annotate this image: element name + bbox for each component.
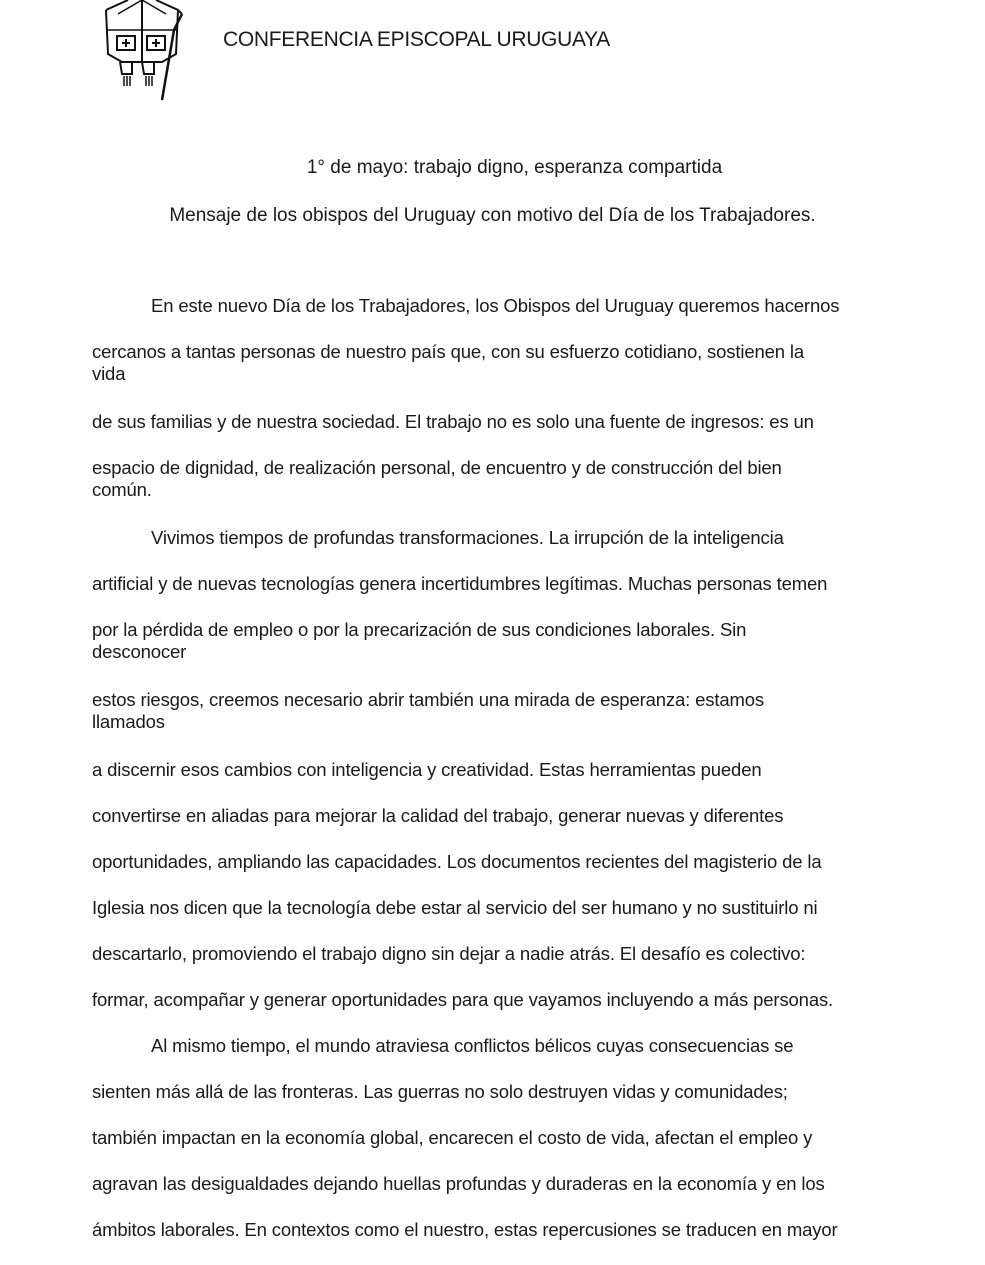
paragraph-line: En este nuevo Día de los Trabajadores, los Obispos del Uruguay queremos hacernos: [151, 295, 840, 316]
paragraph-line: espacio de dignidad, de realización personal, de encuentro y de construcción del bien común.: [92, 457, 782, 500]
paragraph-line: Iglesia nos dicen que la tecnología debe estar al servicio del ser humano y no sustituirlo ni: [92, 897, 818, 918]
bishop-mitre-logo-icon: [98, 0, 190, 102]
document-body: [92, 295, 902, 1265]
paragraph-line: Vivimos tiempos de profundas transformaciones. La irrupción de la inteligencia: [151, 527, 784, 548]
paragraph-line: sienten más allá de las fronteras. Las guerras no solo destruyen vidas y comunidades;: [92, 1081, 788, 1102]
paragraph-line: artificial y de nuevas tecnologías genera incertidumbres legítimas. Muchas personas temen: [92, 573, 828, 594]
paragraph-line: cercanos a tantas personas de nuestro país que, con su esfuerzo cotidiano, sostienen la vida: [92, 341, 804, 384]
paragraph-line: por la pérdida de empleo o por la precarización de sus condiciones laborales. Sin desconocer: [92, 619, 747, 662]
organization-name: CONFERENCIA EPISCOPAL URUGUAYA: [223, 28, 610, 51]
paragraph-line: Al mismo tiempo, el mundo atraviesa conflictos bélicos cuyas consecuencias se: [151, 1035, 794, 1056]
paragraph-line: también impactan en la economía global, encarecen el costo de vida, afectan el empleo y: [92, 1127, 813, 1148]
paragraph-line: agravan las desigualdades dejando huellas profundas y duraderas en la economía y en los: [92, 1173, 825, 1194]
paragraph-line: de sus familias y de nuestra sociedad. El trabajo no es solo una fuente de ingresos: es un: [92, 411, 814, 432]
paragraph-line: descartarlo, promoviendo el trabajo digno sin dejar a nadie atrás. El desafío es colectivo:: [92, 943, 806, 964]
paragraph-line: estos riesgos, creemos necesario abrir también una mirada de esperanza: estamos llamados: [92, 689, 764, 732]
paragraph-line: convertirse en aliadas para mejorar la calidad del trabajo, generar nuevas y diferentes: [92, 805, 784, 826]
paragraph-line: a discernir esos cambios con inteligencia y creatividad. Estas herramientas pueden: [92, 759, 762, 780]
paragraph-line: oportunidades, ampliando las capacidades. Los documentos recientes del magisterio de la: [92, 851, 822, 872]
document-subtitle: Mensaje de los obispos del Uruguay con motivo del Día de los Trabajadores.: [169, 205, 816, 226]
document-title: 1° de mayo: trabajo digno, esperanza compartida: [306, 157, 723, 178]
paragraph-line: ámbitos laborales. En contextos como el nuestro, estas repercusiones se traducen en mayor: [92, 1219, 838, 1240]
paragraph-line: formar, acompañar y generar oportunidades para que vayamos incluyendo a más personas.: [92, 989, 834, 1010]
